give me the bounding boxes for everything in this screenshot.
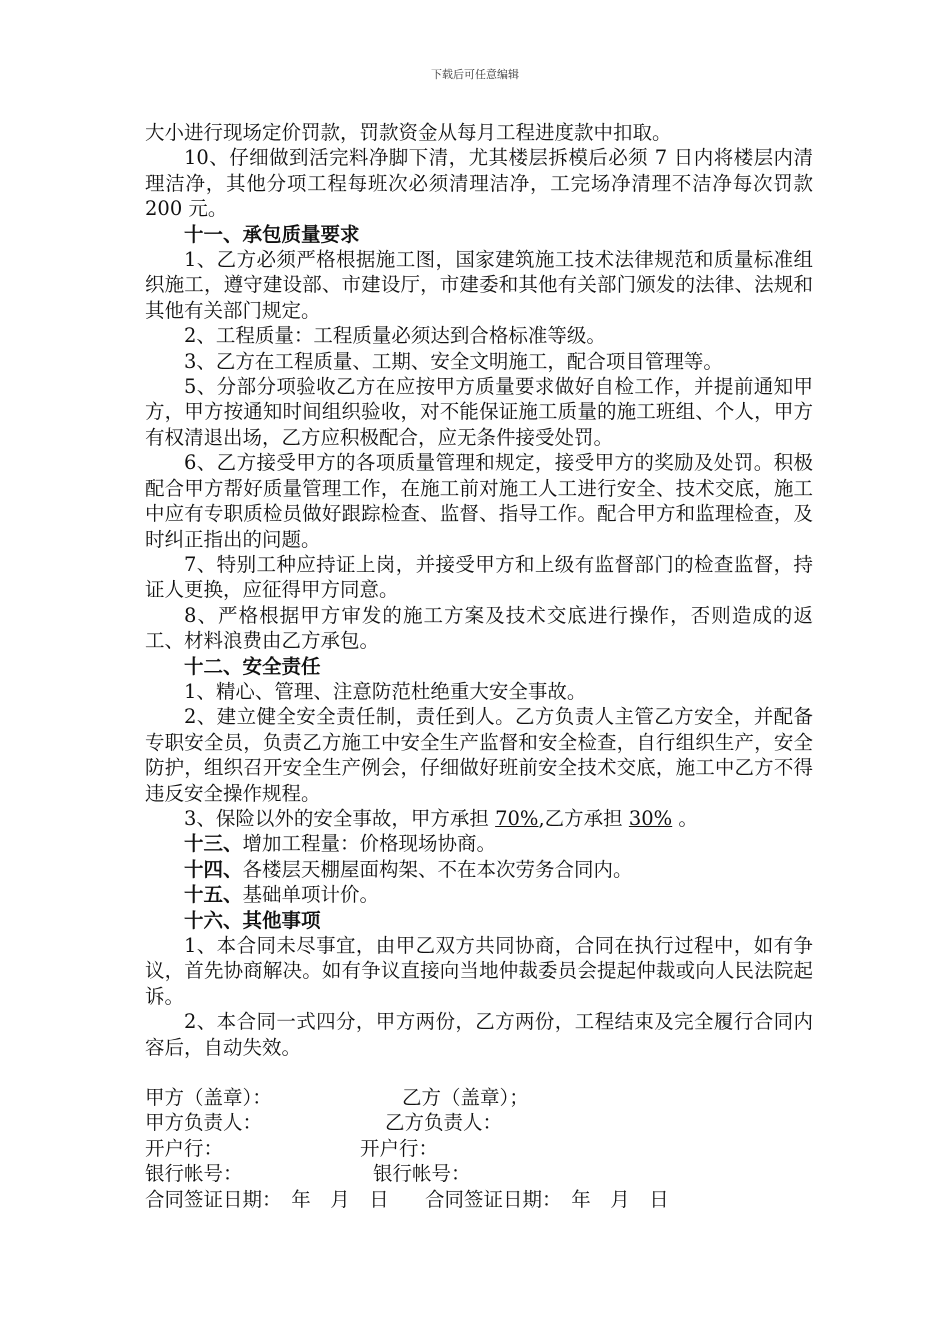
paragraph-other-2: 2、本合同一式四分，甲方两份，乙方两份，工程结束及完全履行合同内容后，自动失效。 (145, 1010, 813, 1059)
party-a-account-label: 银行帐号： (145, 1162, 243, 1186)
paragraph-item-13 (145, 831, 813, 856)
section-heading-11: 十一、承包质量要求 (184, 222, 360, 246)
signature-row-representative (145, 1110, 813, 1135)
paragraph-quality-7: 7、特别工种应持证上岗，并接受甲方和上级有监督部门的检查监督，持证人更换，应征得甲方同意。 (145, 552, 813, 602)
paragraph-quality-6: 6、乙方接受甲方的各项质量管理和规定，接受甲方的奖励及处罚。积极配合甲方帮好质量管理工作，在施工前对施工人工进行安全、技术交底，施工中应有专职质检员做好跟踪检查、监督、指导工作。配合甲方和监理检查，及时纠正指出的问题。 (145, 451, 813, 551)
paragraph-quality-8: 8、严格根据甲方审发的施工方案及技术交底进行操作，否则造成的返工、材料浪费由乙方承包。 (145, 603, 813, 653)
paragraph-safety-1: 1、精心、管理、注意防范杜绝重大安全事故。 (184, 679, 587, 703)
item-13-head: 十三、 (184, 832, 243, 856)
paragraph-safety-2: 2、建立健全安全责任制，责任到人。乙方负责人主管乙方安全，并配备专职安全员，负责乙方施工中安全生产监督和安全检查，自行组织生产，安全防护，组织召开安全生产例会，仔细做好班前安全技术交底，施工中乙方不得违反安全操作规程。 (145, 705, 813, 805)
safety-3-middle: ,乙方承担 (538, 806, 629, 830)
party-a-rep-label: 甲方负责人： (145, 1111, 263, 1135)
paragraph-item-15 (145, 882, 813, 907)
item-14-text: 各楼层天棚屋面构架、不在本次劳务合同内。 (242, 857, 633, 881)
party-b-bank-label: 开户行： (360, 1136, 439, 1160)
signature-row-account (145, 1161, 813, 1186)
page-header: 下载后可任意编辑 (431, 68, 519, 81)
paragraph-quality-2: 2、工程质量：工程质量必须达到合格标准等级。 (184, 324, 606, 348)
item-13-text: 增加工程量：价格现场协商。 (242, 832, 497, 856)
section-heading-12: 十二、安全责任 (184, 654, 321, 678)
signature-row-bank (145, 1136, 813, 1161)
paragraph-quality-1: 1、乙方必须严格根据施工图，国家建筑施工技术法律规范和质量标准组织施工，遵守建设部、市建设厅，市建委和其他有关部门颁发的法律、法规和其他有关部门规定。 (145, 248, 813, 322)
paragraph-quality-5: 5、分部分项验收乙方在应按甲方质量要求做好自检工作，并提前通知甲方，甲方按通知时间组织验收，对不能保证施工质量的施工班组、个人，甲方有权清退出场，乙方应积极配合，应无条件接受处罚。 (145, 375, 813, 449)
item-15-head: 十五、 (184, 883, 243, 907)
item-15-text: 基础单项计价。 (242, 883, 380, 907)
paragraph-item-10: 10、仔细做到活完料净脚下清，尤其楼层拆模后必须 7 日内将楼层内清理洁净，其他分项工程每班次必须清理洁净，工完场净清理不洁净每次罚款 200 元。 (145, 146, 813, 221)
party-b-account-label: 银行帐号： (373, 1162, 471, 1186)
party-b-share: 30% (628, 806, 673, 830)
signature-row-date (145, 1187, 813, 1212)
signature-spacer (145, 1060, 813, 1085)
party-a-share: 70% (495, 806, 539, 830)
paragraph-safety-3 (145, 806, 813, 831)
contract-body (145, 120, 813, 1212)
party-a-date-label: 合同签证日期： 年 月 日 (145, 1187, 389, 1211)
paragraph-other-1: 1、本合同未尽事宜，由甲乙双方共同协商，合同在执行过程中，如有争议，首先协商解决。如有争议直接向当地仲裁委员会提起仲裁或向人民法院起诉。 (145, 934, 813, 1008)
section-heading-16: 十六、其他事项 (184, 908, 321, 932)
paragraph-penalty-continuation: 大小进行现场定价罚款，罚款资金从每月工程进度款中扣取。 (145, 121, 672, 144)
party-b-date-label: 合同签证日期： 年 月 日 (425, 1187, 669, 1211)
paragraph-item-14 (145, 857, 813, 882)
paragraph-quality-3: 3、乙方在工程质量、工期、安全文明施工，配合项目管理等。 (184, 349, 723, 373)
party-a-bank-label: 开户行： (145, 1136, 224, 1160)
party-b-rep-label: 乙方负责人： (385, 1111, 503, 1135)
item-14-head: 十四、 (184, 857, 243, 881)
party-b-seal-label: 乙方（盖章）； (402, 1086, 529, 1110)
party-a-seal-label: 甲方（盖章）： (145, 1086, 272, 1110)
safety-3-suffix: 。 (672, 806, 698, 830)
safety-3-prefix: 3、保险以外的安全事故，甲方承担 (184, 806, 496, 830)
signature-row-seal (145, 1085, 813, 1110)
